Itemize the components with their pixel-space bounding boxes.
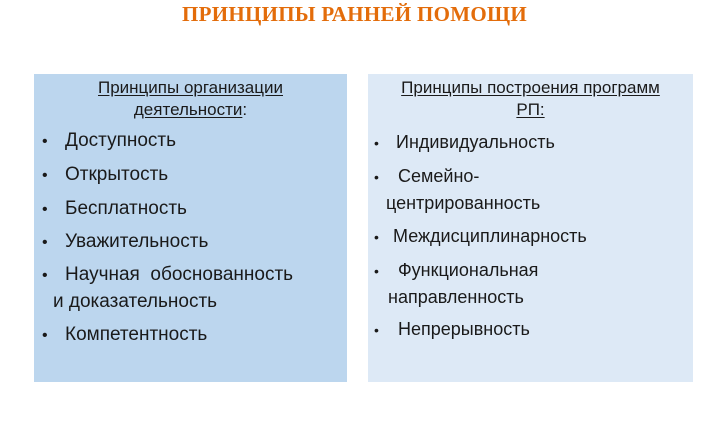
program-principles-heading bbox=[368, 77, 693, 121]
bullet-icon: • bbox=[42, 133, 48, 150]
list-item-label: Компетентность bbox=[65, 324, 208, 345]
heading-line-2: РП: bbox=[516, 100, 545, 119]
list-item-label-continuation: направленность bbox=[388, 287, 524, 307]
bullet-icon: • bbox=[374, 229, 379, 245]
bullet-icon: • bbox=[42, 201, 48, 218]
program-principles-box bbox=[368, 74, 693, 382]
list-item-label: Уважительность bbox=[65, 231, 209, 252]
list-item-label: Бесплатность bbox=[65, 198, 187, 219]
heading-line-1: Принципы построения программ bbox=[401, 78, 660, 97]
list-item-label: Доступность bbox=[65, 130, 177, 151]
list-item-label-continuation: центрированность bbox=[386, 193, 541, 213]
list-item-label: Непрерывность bbox=[398, 319, 530, 339]
heading-line-1: Принципы организации bbox=[98, 78, 283, 97]
list-item-label: Индивидуальность bbox=[396, 132, 555, 152]
organization-principles-box bbox=[34, 74, 347, 382]
list-item-label: Функциональная bbox=[398, 260, 539, 280]
bullet-icon: • bbox=[42, 327, 48, 344]
list-item-label: Научная обоснованность bbox=[65, 264, 294, 285]
bullet-icon: • bbox=[42, 234, 48, 251]
list-item-label: Открытость bbox=[65, 164, 169, 185]
bullet-icon: • bbox=[374, 135, 379, 151]
slide-title: ПРИНЦИПЫ РАННЕЙ ПОМОЩИ bbox=[181, 2, 528, 26]
organization-principles-heading bbox=[34, 77, 347, 121]
list-item-label: Семейно- bbox=[398, 166, 480, 186]
bullet-icon: • bbox=[374, 169, 379, 185]
bullet-icon: • bbox=[374, 263, 379, 279]
heading-line-2: деятельности: bbox=[133, 100, 248, 119]
list-item-label: Междисциплинарность bbox=[393, 226, 587, 246]
list-item-label-continuation: и доказательность bbox=[53, 291, 218, 312]
bullet-icon: • bbox=[42, 267, 48, 284]
bullet-icon: • bbox=[42, 167, 48, 184]
bullet-icon: • bbox=[374, 322, 379, 338]
